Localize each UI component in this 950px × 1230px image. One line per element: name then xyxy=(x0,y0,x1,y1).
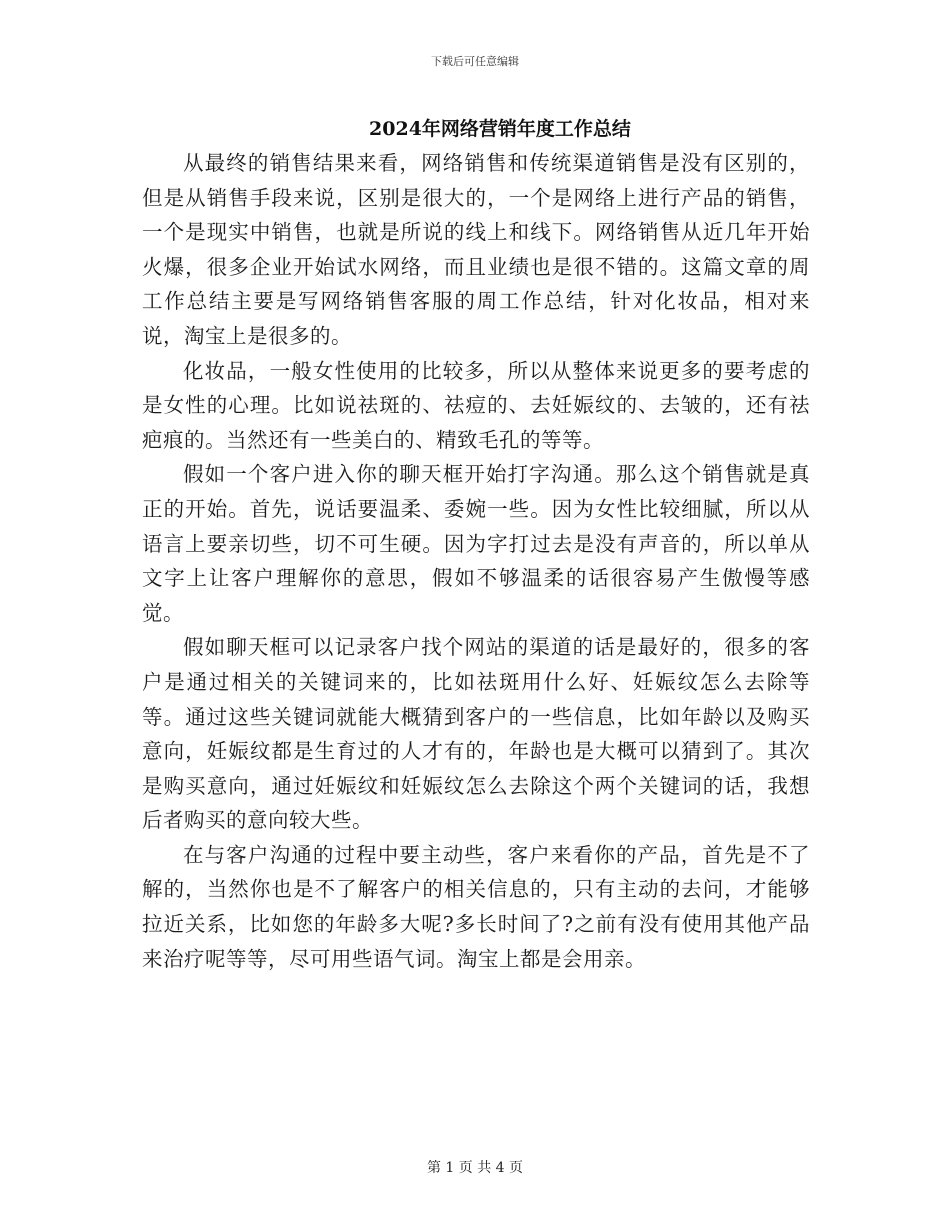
paragraph-3: 假如一个客户进入你的聊天框开始打字沟通。那么这个销售就是真正的开始。首先，说话要温柔、委婉一些。因为女性比较细腻，所以从语言上要亲切些，切不可生硬。因为字打过去是没有声音的，所以单从文字上让客户理解你的意思，假如不够温柔的话很容易产生傲慢等感觉。 xyxy=(142,462,810,625)
document-body xyxy=(142,146,810,976)
paragraph-5: 在与客户沟通的过程中要主动些，客户来看你的产品，首先是不了解的，当然你也是不了解客户的相关信息的，只有主动的去问，才能够拉近关系，比如您的年龄多大呢?多长时间了?之前有没有使用其他产品来治疗呢等等，尽可用些语气词。淘宝上都是会用亲。 xyxy=(142,842,810,971)
document-title: 2024年网络营销年度工作总结 xyxy=(369,118,631,140)
paragraph-2: 化妆品，一般女性使用的比较多，所以从整体来说更多的要考虑的是女性的心理。比如说祛斑的、祛痘的、去妊娠纹的、去皱的，还有祛疤痕的。当然还有一些美白的、精致毛孔的等等。 xyxy=(142,358,810,452)
paragraph-4: 假如聊天框可以记录客户找个网站的渠道的话是最好的，很多的客户是通过相关的关键词来的，比如祛斑用什么好、妊娠纹怎么去除等等。通过这些关键词就能大概猜到客户的一些信息，比如年龄以及购买意向，妊娠纹都是生育过的人才有的，年龄也是大概可以猜到了。其次是购买意向，通过妊娠纹和妊娠纹怎么去除这个两个关键词的话，我想后者购买的意向较大些。 xyxy=(142,635,810,833)
page-number-footer: 第 1 页 共 4 页 xyxy=(426,1160,524,1176)
header-note: 下载后可任意编辑 xyxy=(431,55,519,68)
paragraph-1: 从最终的销售结果来看，网络销售和传统渠道销售是没有区别的，但是从销售手段来说，区别是很大的，一个是网络上进行产品的销售，一个是现实中销售，也就是所说的线上和线下。网络销售从近几年开始火爆，很多企业开始试水网络，而且业绩也是很不错的。这篇文章的周工作总结主要是写网络销售客服的周工作总结，针对化妆品，相对来说，淘宝上是很多的。 xyxy=(142,151,810,348)
